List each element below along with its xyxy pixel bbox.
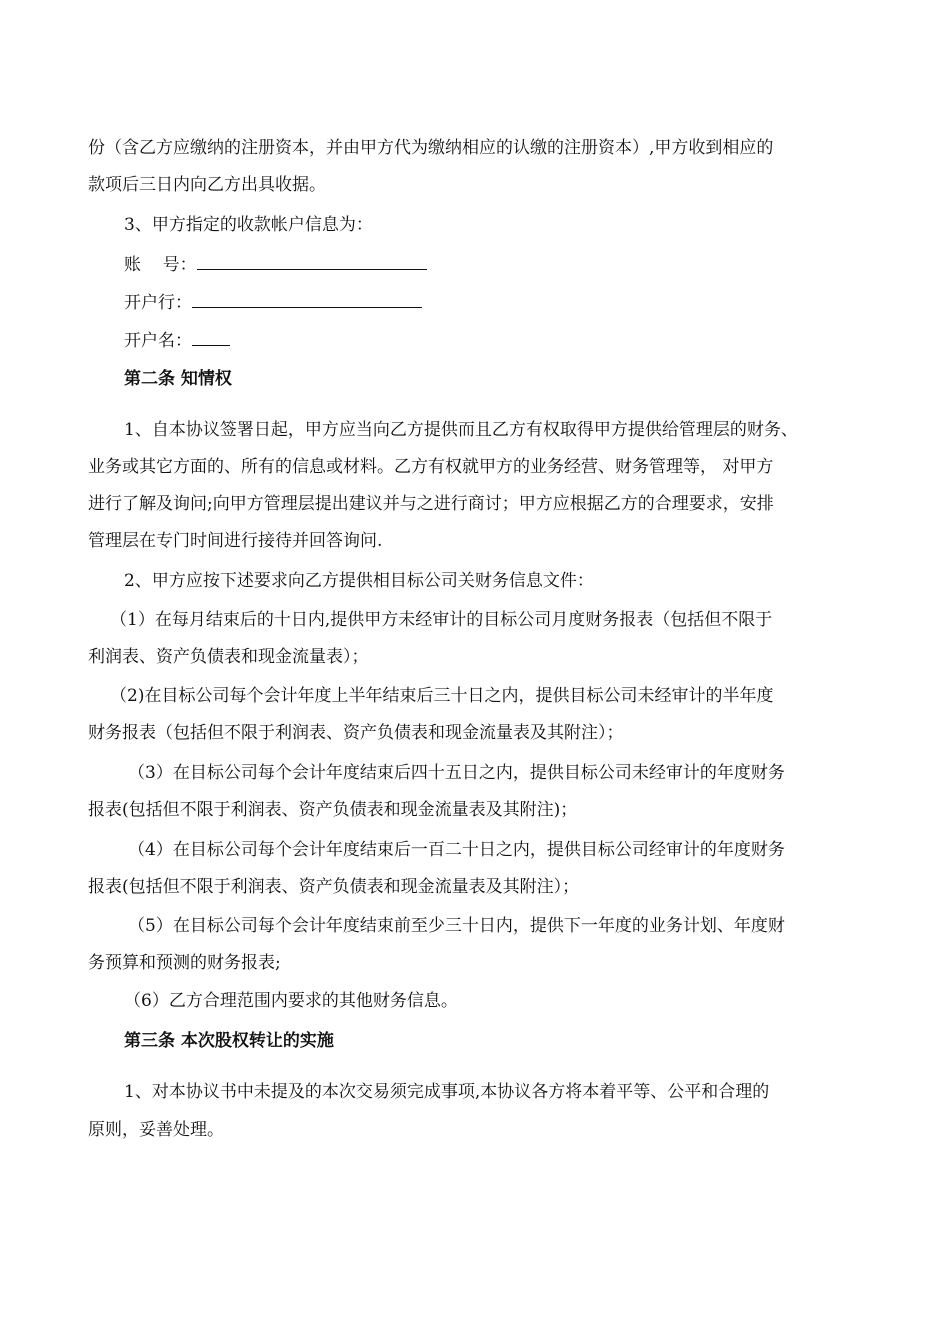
item-4-line-1: （4）在目标公司每个会计年度结束后一百二十日之内，提供目标公司经审计的年度财务 — [128, 840, 785, 860]
bank-label: 开户行： — [124, 293, 192, 313]
account-number-blank — [197, 253, 427, 270]
item-4-line-2: 报表(包括但不限于利润表、资产负债表和现金流量表及其附注）； — [88, 877, 580, 897]
article3-p1-line-1: 1、对本协议书中未提及的本次交易须完成事项,本协议各方将本着平等、公平和合理的 — [124, 1082, 770, 1102]
account-number-label: 账 号： — [124, 255, 197, 275]
account-name-row — [124, 329, 230, 353]
article3-p1-line-2: 原则，妥善处理。 — [88, 1120, 224, 1140]
article3-heading: 第三条 本次股权转让的实施 — [124, 1031, 334, 1051]
account-name-blank — [192, 329, 230, 346]
account-number-row — [124, 253, 427, 277]
item-5-line-1: （5）在目标公司每个会计年度结束前至少三十日内，提供下一年度的业务计划、年度财 — [128, 916, 785, 936]
bank-blank — [192, 291, 422, 308]
account-info-intro: 3、甲方指定的收款帐户信息为： — [124, 215, 373, 235]
item-1-line-2: 利润表、资产负债表和现金流量表）； — [88, 647, 369, 667]
article2-p2-intro: 2、甲方应按下述要求向乙方提供相目标公司关财务信息文件： — [124, 571, 594, 591]
item-5-line-2: 务预算和预测的财务报表; — [88, 953, 281, 973]
article2-heading: 第二条 知情权 — [124, 369, 232, 389]
item-6-line-1: （6）乙方合理范围内要求的其他财务信息。 — [124, 991, 458, 1011]
clause1-line-1: 份（含乙方应缴纳的注册资本，并由甲方代为缴纳相应的认缴的注册资本）,甲方收到相应的 — [88, 138, 774, 158]
article2-p1-line-3: 进行了解及询问;向甲方管理层提出建议并与之进行商讨；甲方应根据乙方的合理要求，安排 — [88, 494, 774, 514]
item-2-line-1: （2)在目标公司每个会计年度上半年结束后三十日之内，提供目标公司未经审计的半年度 — [110, 686, 774, 706]
bank-row — [124, 291, 422, 315]
article2-p1-line-4: 管理层在专门时间进行接待并回答询问. — [88, 531, 383, 551]
item-1-line-1: （1）在每月结束后的十日内,提供甲方未经审计的目标公司月度财务报表（包括但不限于 — [110, 610, 773, 630]
item-3-line-2: 报表(包括但不限于利润表、资产负债表和现金流量表及其附注)； — [88, 800, 578, 820]
account-name-label: 开户名： — [124, 331, 192, 351]
item-3-line-1: （3）在目标公司每个会计年度结束后四十五日之内，提供目标公司未经审计的年度财务 — [128, 763, 785, 783]
article2-p1-line-1: 1、自本协议签署日起，甲方应当向乙方提供而且乙方有权取得甲方提供给管理层的财务、 — [124, 420, 798, 440]
clause1-line-2: 款项后三日内向乙方出具收据。 — [88, 175, 326, 195]
article2-p1-line-2: 业务或其它方面的、所有的信息或材料。乙方有权就甲方的业务经营、财务管理等， 对甲方 — [88, 457, 774, 477]
item-2-line-2: 财务报表（包括但不限于利润表、资产负债表和现金流量表及其附注）； — [88, 723, 624, 743]
